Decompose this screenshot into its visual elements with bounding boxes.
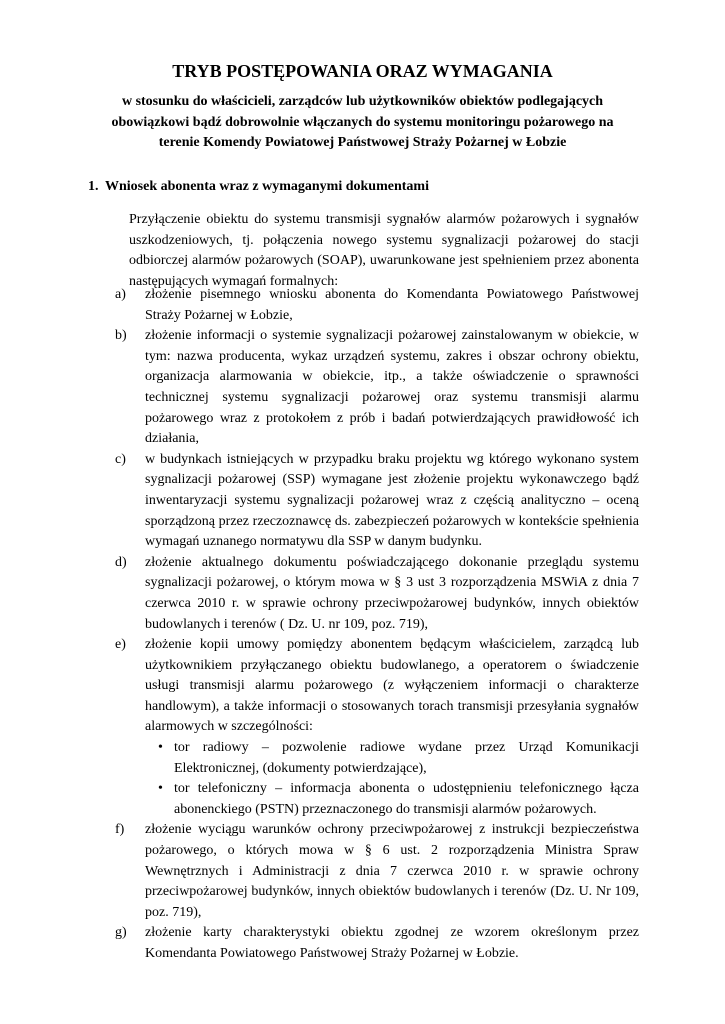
list-item-text: złożenie wyciągu warunków ochrony przeciwpożarowej z instrukcji bezpieczeństwa pożarowego, o których mowa w § 6 ust. 2 rozporządzenia Ministra Spraw Wewnętrznych i Administracji z dnia 7 czerwca 2010 r. w sprawie ochrony przeciwpożarowej budynków, innych obiektów budowlanych i terenów (Dz. U. Nr 109, poz. 719), — [145, 822, 639, 920]
bullet-item-telephone — [145, 779, 639, 820]
list-marker: c) — [115, 451, 126, 467]
list-item-text: w budynkach istniejących w przypadku braku projektu wg którego wykonano system sygnalizacji pożarowej (SSP) wymagane jest złożenie projektu wykonawczego bądź inwentaryzacji systemu sygnalizacji pożarowej wraz z częścią analityczno – oceną sporządzoną przez rzeczoznawcę ds. zabezpieczeń pożarowych w kontekście spełnienia wymagań uznanego normatywu dla SSP w danym budynku. — [145, 451, 639, 550]
bullet-icon: • — [158, 740, 163, 756]
document-title: TRYB POSTĘPOWANIA ORAZ WYMAGANIA — [172, 61, 553, 81]
list-item-f — [115, 820, 639, 923]
list-item-a — [115, 285, 639, 326]
list-item-text: złożenie kopii umowy pomiędzy abonentem będącym właścicielem, zarządcą lub użytkownikiem przyłączanego obiektu budowlanego, a operatorem o świadczenie usługi transmisji alarmu pożarowego (z wyłączeniem informacji o charakterze handlowym), a także informacji o stosowanych torach transmisji przesyłania sygnałów alarmowych w szczególności: — [145, 637, 639, 735]
list-item-b — [115, 326, 639, 450]
transmission-bullets — [145, 738, 639, 820]
section-heading — [88, 177, 429, 197]
list-item-text: złożenie karty charakterystyki obiektu zgodnej ze wzorem określonym przez Komendanta Powiatowego Państwowej Straży Pożarnej w Łobzie. — [145, 925, 639, 961]
list-item-text: złożenie informacji o systemie sygnalizacji pożarowej zainstalowanym w obiekcie, w tym: nazwa producenta, wykaz urządzeń systemu, zakres i obszar ochrony obiektu, organizacja alarmowania w obiekcie, itp., a także oświadczenie o sprawności technicznej systemu sygnalizacji pożarowej oraz systemu transmisji alarmu pożarowego wraz z protokołem z prób i badań potwierdzających prawidłowość ich działania, — [145, 328, 639, 447]
subtitle-line: terenie Komendy Powiatowej Państwowej Straży Pożarnej w Łobzie — [158, 135, 567, 150]
bullet-text: tor telefoniczny – informacja abonenta o udostępnieniu telefonicznego łącza abonenckiego (PSTN) przeznaczonego do transmisji alarmów pożarowych. — [174, 781, 639, 817]
list-marker: f) — [115, 822, 125, 838]
document-subtitle — [60, 92, 665, 154]
section-number: 1. — [88, 179, 99, 194]
list-item-text: złożenie pisemnego wniosku abonenta do Komendanta Powiatowego Państwowej Straży Pożarnej w Łobzie, — [145, 287, 639, 323]
bullet-icon: • — [158, 781, 163, 797]
list-item-c — [115, 450, 639, 553]
bullet-text: tor radiowy – pozwolenie radiowe wydane przez Urząd Komunikacji Elektronicznej, (dokumenty potwierdzające), — [174, 740, 639, 776]
list-marker: e) — [115, 637, 126, 653]
list-marker: b) — [115, 328, 127, 344]
intro-paragraph: Przyłączenie obiektu do systemu transmisji sygnałów alarmów pożarowych i sygnałów uszkodzeniowych, tj. połączenia nowego systemu sygnalizacji pożarowej do stacji odbiorczej alarmów pożarowych (SOAP), uwarunkowane jest spełnieniem przez abonenta następujących wymagań formalnych: — [129, 212, 639, 289]
list-marker: g) — [115, 925, 127, 941]
list-item-e — [115, 635, 639, 820]
list-marker: a) — [115, 287, 126, 302]
list-item-g — [115, 923, 639, 964]
list-item-d — [115, 553, 639, 635]
list-marker: d) — [115, 554, 127, 570]
section-heading-text: Wniosek abonenta wraz z wymaganymi dokumentami — [105, 179, 429, 194]
requirements-list — [115, 285, 639, 965]
bullet-item-radio — [145, 738, 639, 779]
subtitle-line: obowiązkowi bądź dobrowolnie włączanych do systemu monitoringu pożarowego na — [111, 114, 614, 130]
list-item-text: złożenie aktualnego dokumentu poświadczającego dokonanie przeglądu systemu sygnalizacji pożarowej, o którym mowa w § 3 ust 3 rozporządzenia MSWiA z dnia 7 czerwca 2010 r. w sprawie ochrony przeciwpożarowej budynków, innych obiektów budowlanych i terenów ( Dz. U. nr 109, poz. 719), — [145, 554, 639, 632]
subtitle-line: w stosunku do właścicieli, zarządców lub użytkowników obiektów podlegających — [121, 94, 604, 109]
